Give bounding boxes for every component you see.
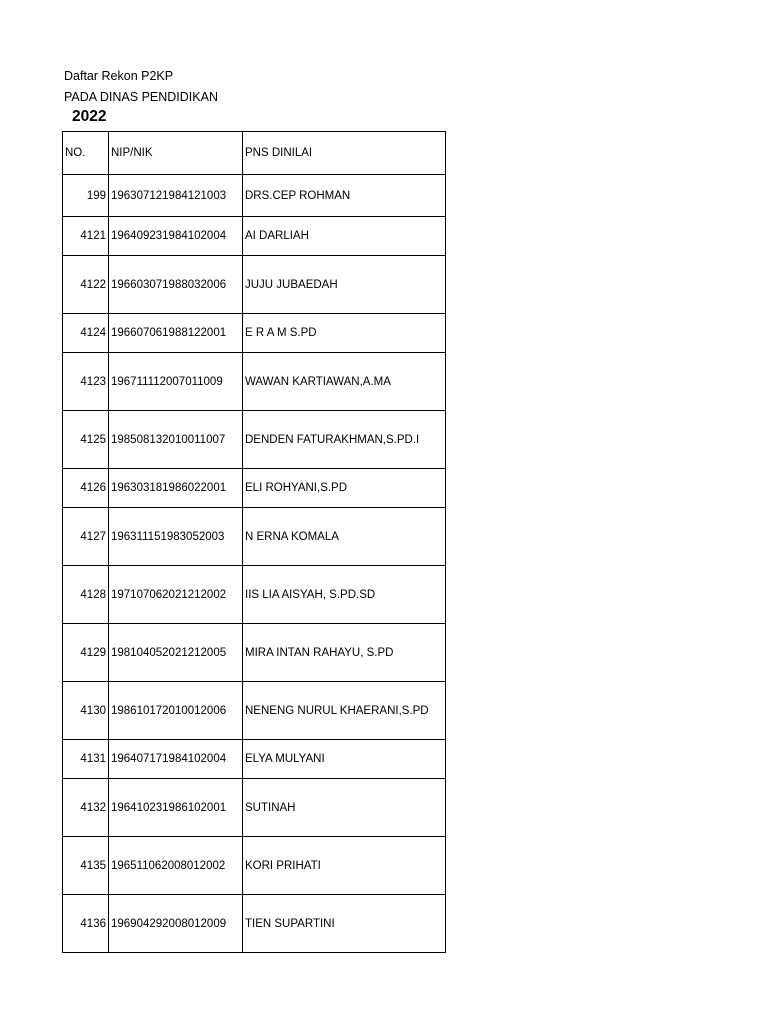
table-row — [63, 175, 446, 217]
cell-name: NENENG NURUL KHAERANI,S.PD — [243, 682, 446, 740]
cell-name: TIEN SUPARTINI — [243, 895, 446, 953]
rekon-table — [62, 131, 446, 953]
table-row — [63, 469, 446, 508]
cell-no: 4131 — [63, 740, 109, 779]
cell-nip: 196904292008012009 — [109, 895, 243, 953]
column-header-no: NO. — [63, 132, 109, 175]
cell-name: MIRA INTAN RAHAYU, S.PD — [243, 624, 446, 682]
table-row — [63, 895, 446, 953]
cell-name: DRS.CEP ROHMAN — [243, 175, 446, 217]
table-row — [63, 217, 446, 256]
table-row — [63, 740, 446, 779]
document-subtitle: PADA DINAS PENDIDIKAN — [64, 90, 218, 104]
cell-nip: 198610172010012006 — [109, 682, 243, 740]
document-title: Daftar Rekon P2KP — [64, 69, 174, 83]
cell-nip: 198104052021212005 — [109, 624, 243, 682]
cell-nip: 196603071988032006 — [109, 256, 243, 314]
cell-nip: 196311151983052003 — [109, 508, 243, 566]
cell-name: ELYA MULYANI — [243, 740, 446, 779]
table-row — [63, 353, 446, 411]
cell-name: SUTINAH — [243, 779, 446, 837]
cell-no: 4130 — [63, 682, 109, 740]
column-header-name: PNS DINILAI — [243, 132, 446, 175]
table-row — [63, 624, 446, 682]
document-year: 2022 — [72, 108, 107, 125]
cell-nip: 196607061988122001 — [109, 314, 243, 353]
cell-no: 4135 — [63, 837, 109, 895]
cell-name: KORI PRIHATI — [243, 837, 446, 895]
cell-no: 4121 — [63, 217, 109, 256]
cell-name: E R A M S.PD — [243, 314, 446, 353]
cell-name: JUJU JUBAEDAH — [243, 256, 446, 314]
cell-no: 4125 — [63, 411, 109, 469]
cell-no: 4128 — [63, 566, 109, 624]
cell-no: 4124 — [63, 314, 109, 353]
table-row — [63, 508, 446, 566]
cell-name: WAWAN KARTIAWAN,A.MA — [243, 353, 446, 411]
cell-no: 4129 — [63, 624, 109, 682]
cell-no: 4132 — [63, 779, 109, 837]
cell-no: 4127 — [63, 508, 109, 566]
cell-nip: 196407171984102004 — [109, 740, 243, 779]
table-row — [63, 566, 446, 624]
table-header-row — [63, 132, 446, 175]
table-row — [63, 411, 446, 469]
cell-nip: 196303181986022001 — [109, 469, 243, 508]
cell-no: 4123 — [63, 353, 109, 411]
cell-nip: 196511062008012002 — [109, 837, 243, 895]
cell-nip: 196410231986102001 — [109, 779, 243, 837]
cell-name: DENDEN FATURAKHMAN,S.PD.I — [243, 411, 446, 469]
cell-no: 4122 — [63, 256, 109, 314]
table-row — [63, 314, 446, 353]
cell-no: 4126 — [63, 469, 109, 508]
cell-no: 4136 — [63, 895, 109, 953]
cell-no: 199 — [63, 175, 109, 217]
cell-name: N ERNA KOMALA — [243, 508, 446, 566]
table-row — [63, 837, 446, 895]
cell-nip: 196307121984121003 — [109, 175, 243, 217]
cell-name: IIS LIA AISYAH, S.PD.SD — [243, 566, 446, 624]
table-row — [63, 256, 446, 314]
cell-name: ELI ROHYANI,S.PD — [243, 469, 446, 508]
table-row — [63, 682, 446, 740]
cell-nip: 197107062021212002 — [109, 566, 243, 624]
cell-nip: 196711112007011009 — [109, 353, 243, 411]
table-row — [63, 779, 446, 837]
column-header-nip: NIP/NIK — [109, 132, 243, 175]
cell-name: AI DARLIAH — [243, 217, 446, 256]
cell-nip: 198508132010011007 — [109, 411, 243, 469]
cell-nip: 196409231984102004 — [109, 217, 243, 256]
